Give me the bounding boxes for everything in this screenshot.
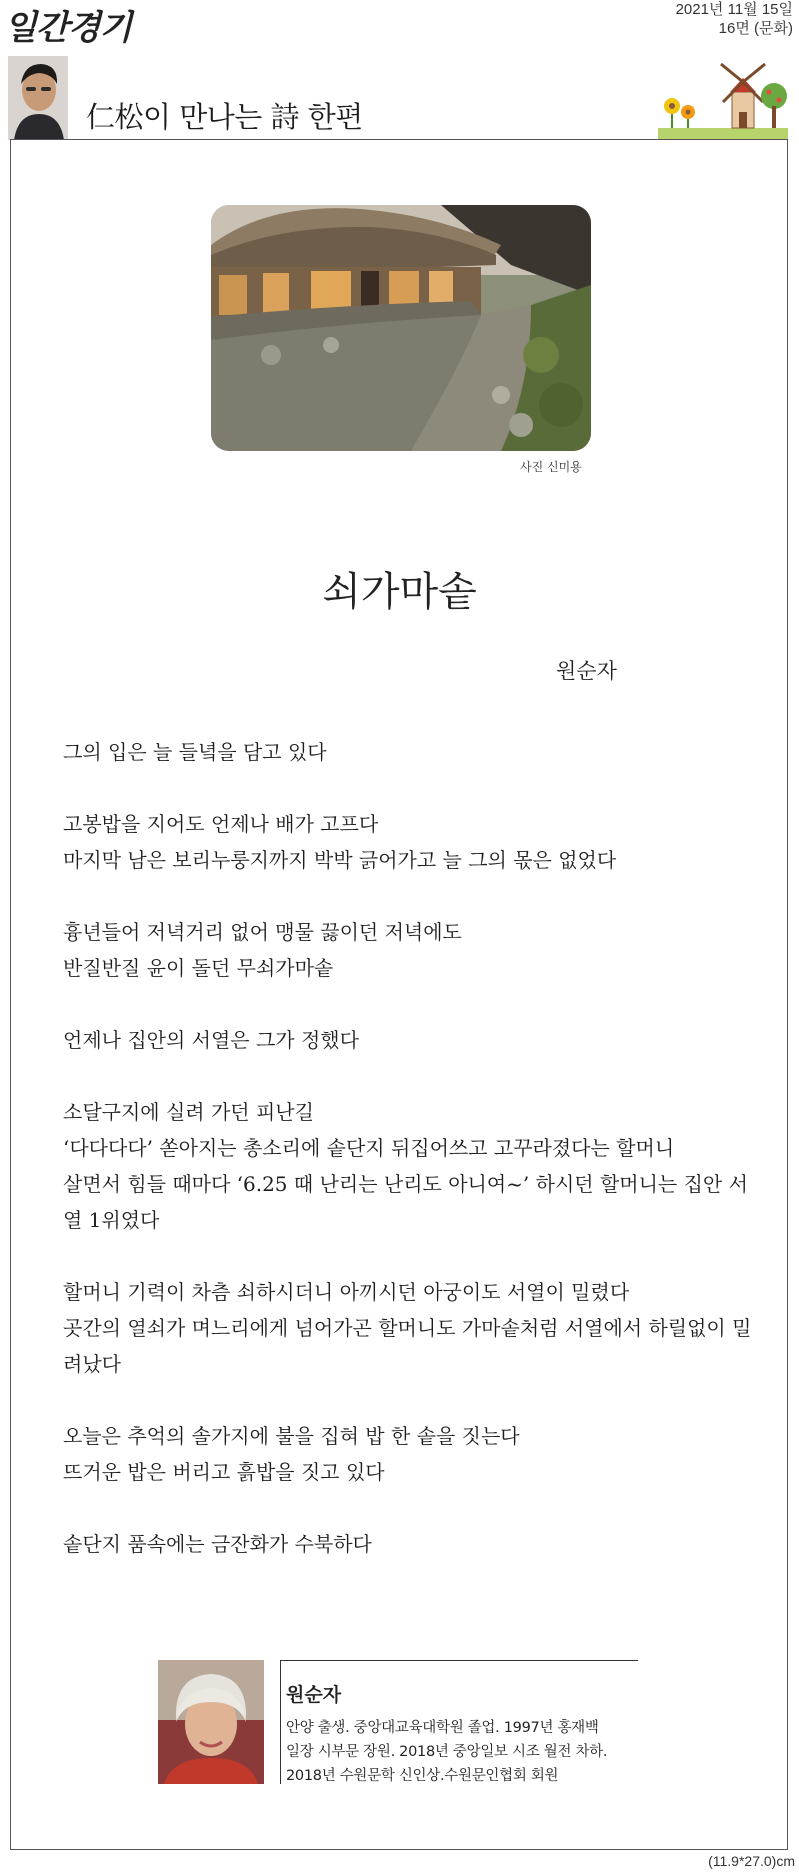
poem-line: 뜨거운 밥은 버리고 흙밥을 짓고 있다 bbox=[63, 1460, 385, 1484]
thatched-house-photo bbox=[211, 205, 591, 451]
column-title: 仁松이 만나는 詩 한편 bbox=[86, 100, 363, 134]
bio-divider bbox=[280, 1660, 281, 1784]
size-note: (11.9*27.0)cm bbox=[708, 1853, 795, 1869]
windmill-illustration bbox=[658, 62, 788, 140]
poem-author: 원순자 bbox=[556, 659, 617, 683]
issue-page: 16면 (문화) bbox=[718, 20, 793, 37]
poem-line: 마지막 남은 보리누룽지까지 박박 긁어가고 늘 그의 몫은 없었다 bbox=[63, 848, 617, 872]
poem-line: 곳간의 열쇠가 며느리에게 넘어가곤 할머니도 가마솥처럼 서열에서 하릴없이 밀려났다 bbox=[63, 1316, 752, 1376]
bio-line: 2018년 수원문학 신인상.수원문인협회 회원 bbox=[286, 1768, 559, 1784]
issue-date: 2021년 11월 15일 bbox=[675, 1, 793, 18]
poem-line: 살면서 힘들 때마다 ‘6.25 때 난리는 난리도 아니여~’ 하시던 할머니는 집안 서열 1위였다 bbox=[63, 1172, 748, 1232]
article-photo bbox=[211, 205, 591, 451]
poem-line: 흉년들어 저녁거리 없어 맹물 끓이던 저녁에도 bbox=[63, 920, 462, 944]
poem-stanza bbox=[63, 734, 753, 770]
photo-credit: 사진 신미용 bbox=[520, 460, 582, 474]
poem-title: 쇠가마솥 bbox=[322, 569, 477, 615]
poem-line: 솥단지 품속에는 금잔화가 수북하다 bbox=[63, 1532, 372, 1556]
poem-stanza bbox=[63, 1526, 753, 1562]
newspaper-masthead: 일간경기 bbox=[4, 8, 132, 48]
poem-line: 할머니 기력이 차츰 쇠하시더니 아끼시던 아궁이도 서열이 밀렸다 bbox=[63, 1280, 630, 1304]
poem-line: ‘다다다다’ 쏟아지는 총소리에 솥단지 뒤집어쓰고 고꾸라졌다는 할머니 bbox=[63, 1136, 675, 1160]
poem-line: 오늘은 추억의 솔가지에 불을 집혀 밥 한 솥을 짓는다 bbox=[63, 1424, 520, 1448]
poem-line: 언제나 집안의 서열은 그가 정했다 bbox=[63, 1028, 359, 1052]
poem-stanza bbox=[63, 1274, 753, 1382]
poem-line: 고봉밥을 지어도 언제나 배가 고프다 bbox=[63, 812, 379, 836]
poem-line: 그의 입은 늘 들녘을 담고 있다 bbox=[63, 740, 327, 764]
columnist-photo bbox=[8, 56, 68, 140]
bio-divider bbox=[280, 1660, 638, 1661]
poem-body bbox=[63, 734, 753, 1598]
bio-name: 원순자 bbox=[286, 1684, 342, 1706]
poem-line: 반질반질 윤이 돌던 무쇠가마솥 bbox=[63, 956, 334, 980]
column-header bbox=[8, 52, 788, 140]
issue-info bbox=[676, 0, 793, 38]
poem-stanza bbox=[63, 914, 753, 986]
poem-stanza bbox=[63, 1418, 753, 1490]
bio-text bbox=[286, 1716, 646, 1788]
poem-line: 소달구지에 실려 가던 피난길 bbox=[63, 1100, 314, 1124]
author-photo bbox=[158, 1660, 264, 1784]
poem-stanza bbox=[63, 1022, 753, 1058]
poem-stanza bbox=[63, 806, 753, 878]
bio-line: 일장 시부문 장원. 2018년 중앙일보 시조 월전 차하. bbox=[286, 1744, 608, 1760]
bio-line: 안양 출생. 중앙대교육대학원 졸업. 1997년 홍재백 bbox=[286, 1720, 599, 1736]
author-bio bbox=[158, 1660, 638, 1788]
poem-stanza bbox=[63, 1094, 753, 1238]
